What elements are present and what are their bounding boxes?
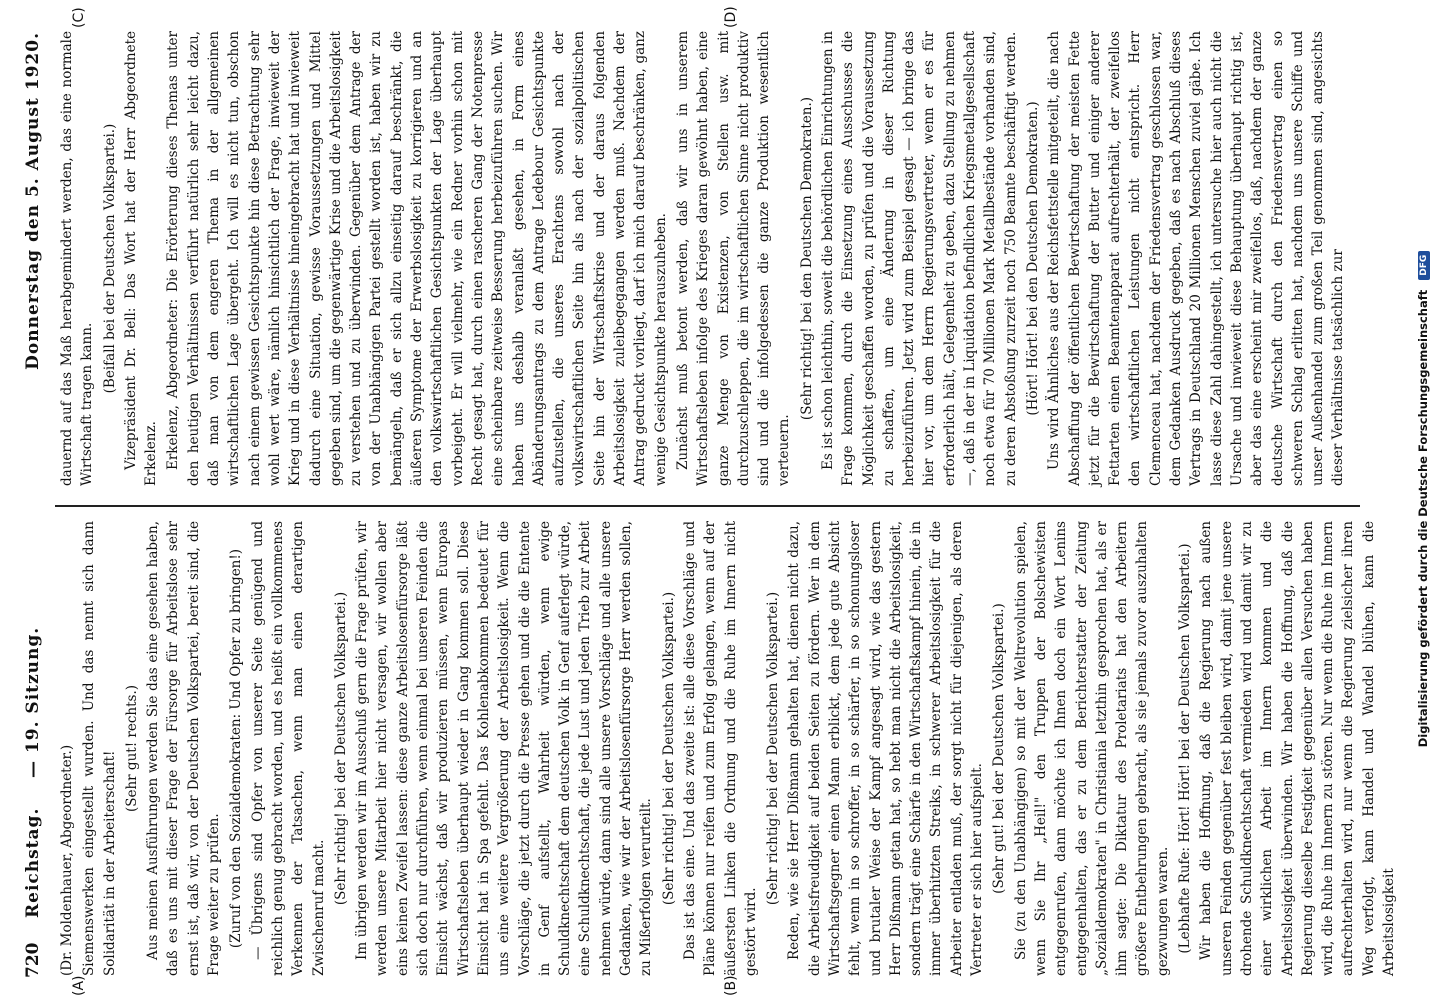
paragraph: Erkelenz, Abgeordneter: Die Erörterung dieses Themas unter den heutigen Verhältnissen verführt natürlich sehr leicht dazu, daß man von dem engeren Thema in der allgemeinen wirtschaftlichen Lage übergeht. Ich will es nicht tun, obschon nach einem gewissen Gesichtspunkte hin diese Betrachtung sehr wohl wert wäre, nämlich hinsichtlich der Frage, inwieweit der Krieg und in diese Verhältnisse hineingebracht hat und inwieweit dadurch eine Situation, gewisse Voraussetzungen und Mittel gegeben sind, um die gegenwärtige Krise und die Arbeitslosigkeit zu verstehen und zu überwinden. Gegenüber dem Antrage der von der Unabhängigen Partei gestellt worden ist, haben wir zu bemängeln, daß er sich allzu einseitig darauf beschränkt, die äußeren Symptome der Erwerbslosigkeit zu korrigieren und an den volkswirtschaftlichen Gesichtspunkten der Lage überhaupt vorbeigeht. Er will vielmehr, wie ein Redner vorhin schon mit Recht gesagt hat, durch einen rascheren Gang der Notenpresse eine scheinbare zeitweise Besserung herbeizuführen suchen. Wir haben uns deshalb veranlaßt gesehen, in Form eines Abänderungsantrags zu dem Antrage Ledebour Gesichtspunkte aufzustellen, die unseres Erachtens sowohl nach der volkswirtschaftlichen Seite hin als nach der sozialpolitischen Seite hin der Wirtschaftskrise und der daraus folgenden Arbeitslosigkeit zuleibegegangen werden muß. Nachdem der Antrag gedruckt vorliegt, darf ich mich darauf beschränken, ganz wenige Gesichtspunkte herauszuheben. bbox=[165, 31, 669, 486]
attribution-strip bbox=[1415, 0, 1437, 1000]
paragraph: Uns wird Ähnliches aus der Reichsfettstelle mitgeteilt, die nach Abschaffung der öffentlichen Bewirtschaftung der meisten Fette jetzt für die Bewirtschaftung der Butter und einiger anderer Fettarten einen Beamtenapparat aufrechterhält, der zweifellos den wirtschaftlichen Leistungen nicht entspricht. Herr Clemenceau hat, nachdem der Friedensvertrag geschlossen war, dem Gedanken Ausdruck gegeben, daß es nach Abschluß dieses Vertrags in Deutschland 20 Millionen Menschen zuviel gäbe. Ich lasse diese Zahl dahingestellt, ich untersuche hier auch nicht die Ursache und inwieweit diese Behauptung überhaupt richtig ist, aber das eine erscheint mir zweifellos, daß, nachdem der ganze deutsche Wirtschaft durch den Friedensvertrag einen so schweren Schlag erlitten hat, nachdem uns unsere Schiffe und unser Außenhandel zum großen Teil genommen sind, angesichts dieser Verhältnisse tatsächlich zur bbox=[1046, 31, 1347, 486]
paragraph: (Zuruf von den Sozialdemokraten: Und Opfer zu bringen!) bbox=[228, 548, 245, 949]
paragraph: Wir haben die Hoffnung, daß die Regierung nach außen unseren Feinden gegenüber fest bleiben wird, damit jene unsere drohende Schuldknechtschaft vermieden wird und damit wir zu einer wirklichen Arbeit im Innern kommen und die Arbeitslosigkeit überwinden. Wir haben die Hoffnung, daß die Regierung dieselbe Festigkeit gegenüber allen Versuchen haben wird, die Ruhe im Innern zu stören. Nur wenn die Ruhe im Innern aufrechterhalten wird, nur wenn die Regierung zielsicher ihren Weg verfolgt, kann Handel und Wandel blühen, kann die Arbeitslosigkeit bbox=[1198, 521, 1397, 976]
attribution-text: Digitalisierung gefördert durch die Deutsche Forschungsgemeinschaft bbox=[1416, 289, 1430, 748]
paragraph: Das ist das eine. Und das zweite ist: alle diese Vorschläge und Pläne können nur reifen und zum Erfolg gelangen, wenn auf der äußersten Linken die Ordnung und die Ruhe im Innern nicht gestört wird. bbox=[681, 521, 759, 976]
paragraph: — Übrigens sind Opfer von unserer Seite genügend und reichlich genug gebracht worden, und es heißt ein vollkommenes Verkennen der Tatsachen, wenn man einen derartigen Zwischenruf macht. bbox=[249, 521, 327, 976]
session-date: Donnerstag den 5. August 1920. bbox=[23, 32, 43, 370]
paragraph: (Sehr richtig! bei der Deutschen Volkspartei.) bbox=[332, 591, 349, 906]
margin-marker-d: (D) bbox=[723, 6, 739, 28]
paragraph: (Hört! Hört! bei den Deutschen Demokraten.) bbox=[1024, 101, 1041, 416]
paragraph: Im übrigen werden wir im Ausschuß gern die Frage prüfen, wir werden unsere Mitarbeit hier nicht versagen, wir wollen aber eins keinen Zweifel lassen: diese ganze Arbeitslosenfürsorge läßt sich doch nur durchführen, wenn einmal bei unseren Feinden die Einsicht wächst, daß wir produzieren müssen, wenn Europas Wirtschaftsleben überhaupt wieder in Gang kommen soll. Diese Einsicht hat in Spa gefehlt. Das Kohlenabkommen bedeutet für uns eine weitere Vergrößerung der Arbeitslosigkeit. Wenn die Vorschläge, die jetzt durch die Presse gehen und die die Entente in Genf aufstellt, Wahrheit würden, wenn ewige Schuldknechtschaft dem deutschen Volk in Genf auferlegt würde, eine Schuldknechtschaft, die jede Lust und jeden Trieb zur Arbeit nehmen würde, dann sind alle unsere Vorschläge und alle unsere Gedanken, wie wir der Arbeitslosenfürsorge Herr werden sollen, zu Mißerfolgen verurteilt. bbox=[354, 521, 655, 976]
paragraph: Sie (zu den Unabhängigen) so mit der Weltrevolution spielen, wenn Sie Ihr „Heil!" den Truppen der Bolschewisten entgegenrufen, dann möchte ich Ihnen doch ein Wort Lenins entgegenhalten, das er zu dem Berichterstatter der Zeitung „Sozialdemokraten" in Christiania letzthin gesprochen hat, als er ihm sagte: Die Diktatur des Proletariats hat den Arbeitern größere Entbehrungen gebracht, als sie jemals zuvor auszuhalten gezwungen waren. bbox=[1012, 521, 1171, 976]
paragraph: (Sehr richtig! bei der Deutschen Volkspartei.) bbox=[765, 591, 782, 906]
paragraph: Siemenswerken eingestellt wurden. Und das nennt sich dann Solidarität in der Arbeiterschaft! bbox=[81, 521, 118, 976]
margin-marker-b: (B) bbox=[723, 975, 739, 996]
paragraph: (Dr. Moldenhauer, Abgeordneter.) bbox=[59, 744, 75, 976]
document-page bbox=[3, 6, 1408, 996]
paragraph: dauernd auf das Maß herabgemindert werden, das eine normale Wirtschaft tragen kann. bbox=[59, 31, 96, 486]
paragraph: Zunächst muß betont werden, daß wir uns in unserem Wirtschaftsleben infolge des Krieges daran gewöhnt haben, eine ganze Menge von Existenzen, von Stellen usw. mit durchzuschleppen, die im wirtschaftlichen Sinne nicht produktiv sind und die infolgedessen die ganze Produktion wesentlich verteuern. bbox=[674, 31, 793, 486]
paragraph: Reden, wie sie Herr Dißmann gehalten hat, dienen nicht dazu, die Arbeitsfreudigkeit auf beiden Seiten zu fördern. Wer in dem Wirtschaftsgegner einen Mann erblickt, dem jede gute Absicht fehlt, wenn in so schroffer, in so schärfer, in so schonungsloser und brutaler Weise der Kampf angesagt wird, wie das gestern Herr Dißmann getan hat, so hebt man nicht die Arbeitslosigkeit, sondern trägt eine Schärfe in den Wirtschaftskampf hinein, die in immer überhitzten Streiks, in schwerer Arbeitslosigkeit für die Arbeiter entladen muß, der sorgt nicht für diejenigen, als deren Vertreter er sich hier aufspielt. bbox=[786, 521, 986, 976]
paragraph: Vizepräsident Dr. Bell: Das Wort hat der Herr Abgeordnete Erkelenz. bbox=[122, 31, 160, 486]
left-text-column bbox=[57, 521, 1397, 976]
paragraph: (Sehr richtig! bei den Deutschen Demokraten.) bbox=[798, 96, 815, 421]
attribution-line bbox=[1416, 19, 1434, 979]
paragraph: (Sehr gut! rechts.) bbox=[123, 684, 140, 813]
running-title: Reichstag. bbox=[23, 807, 43, 918]
paragraph: (Sehr richtig! bei der Deutschen Volkspartei.) bbox=[660, 591, 677, 906]
paragraph: (Sehr gut! bei der Deutschen Volkspartei.) bbox=[991, 603, 1008, 894]
page-header bbox=[17, 28, 51, 978]
session-title: — 19. Sitzung. bbox=[23, 626, 43, 778]
paragraph: (Lebhafte Rufe: Hört! Hört! bei der Deutschen Volkspartei.) bbox=[1177, 543, 1194, 954]
margin-marker-a: (A) bbox=[71, 975, 87, 996]
paragraph: Es ist schon leichthin, soweit die behördlichen Einrichtungen in Frage kommen, durch die Einsetzung eines Ausschusses die Möglichkeit geschaffen worden, zu prüfen und die Voraussetzung zu schaffen, um eine Änderung in dieser Richtung herbeizuführen. Jetzt wird zum Beispiel gesagt — ich bringe das hier vor, um dem Herrn Regierungsvertreter, wenn er es für erforderlich hält, Gelegenheit zu geben, dazu Stellung zu nehmen —, daß in der in Liquidation befindlichen Kriegsmetallgesellschaft noch etwa für 70 Millionen Mark Metallbestände vorhanden sind, zu deren Abstoßung zurzeit noch 750 Beamte beschäftigt werden. bbox=[819, 31, 1019, 486]
right-text-column bbox=[57, 31, 1357, 486]
paragraph: (Beifall bei der Deutschen Volkspartei.) bbox=[101, 123, 118, 394]
paragraph: Aus meinen Ausführungen werden Sie das eine gesehen haben, daß es uns mit dieser Frage der Fürsorge für Arbeitslose sehr ernst ist, daß wir, von der Deutschen Volkspartei, bereit sind, die Frage weiter zu prüfen. bbox=[145, 521, 223, 976]
page-number: 720 bbox=[23, 942, 43, 978]
margin-marker-c: (C) bbox=[71, 7, 87, 28]
dfg-logo: DFG bbox=[1418, 251, 1430, 280]
column-divider bbox=[55, 505, 1360, 507]
